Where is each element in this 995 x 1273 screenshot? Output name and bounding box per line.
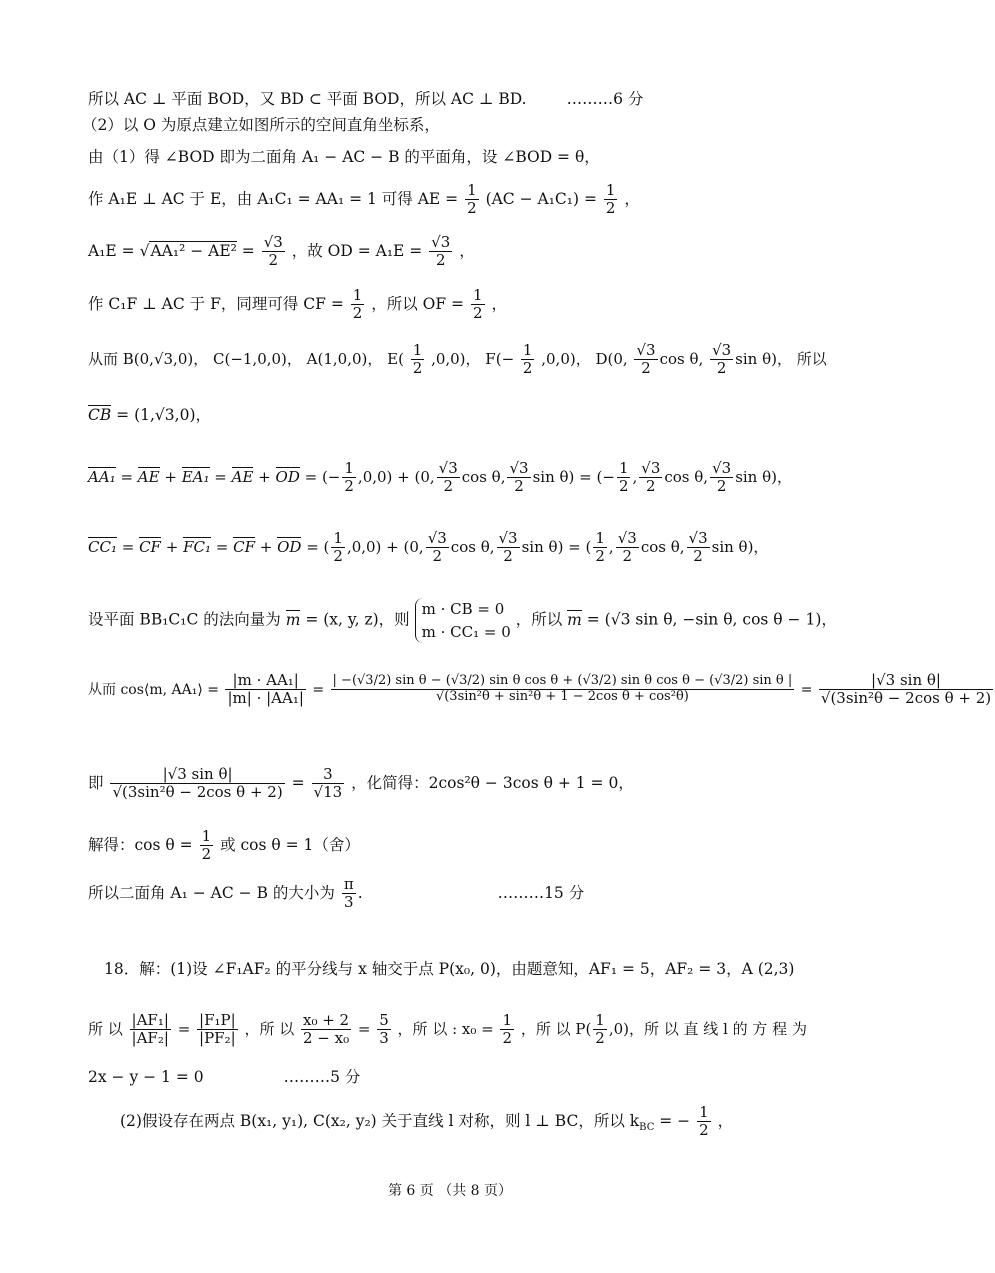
text-line-6: 作 C₁F ⊥ AC 于 F，同理可得 CF = $\frac{1}{2}$ ，所以 OF = $\frac{1}{2}$ ，: [88, 286, 507, 323]
fraction: $\frac{\text{|m · AA₁|}}{\text{|m| · |AA₁|}}$: [227, 671, 304, 708]
fraction: $\frac{√3}{2}$: [636, 341, 656, 378]
fraction: $\frac{\pi}{3}$: [343, 875, 354, 912]
fraction: $\frac{√3}{2}$: [641, 459, 661, 496]
fraction: $\frac{√3}{2}$: [509, 459, 529, 496]
fraction: $\frac{\text{x₀ + 2}}{\text{2 − x₀}}$: [302, 1011, 350, 1048]
fraction: $\frac{\text{|F₁P|}}{\text{|PF₂|}}$: [199, 1011, 236, 1048]
text-line-9: AA₁ = AE + EA₁ = AE + OD = (− $\frac{1}{2}$ ,0,0) + (0, $\frac{√3}{2}$ cos θ, $\frac{√3}{2}$ sin θ) = (− $\frac{1}{2}$ , $\frac{√3}{2}$ cos θ, $\frac{√3}{2}$ sin θ)，: [88, 459, 792, 496]
text-line-14: 解得：cos θ = $\frac{1}{2}$ 或 cos θ = 1（舍）: [88, 827, 360, 864]
fraction: $\frac{1}{2}$: [605, 181, 616, 218]
fraction: $\frac{√3}{2}$: [617, 529, 637, 566]
fraction: $\frac{√3}{2}$: [431, 233, 451, 270]
text-line-12: 从而 cos⟨m, AA₁⟩ = $\frac{\text{|m · AA₁|}}{\text{|m| · |AA₁|}}$ = | −(√3/2) sin θ − (√3/2) sin θ cos θ + (√3/2) sin θ cos θ − (√3/2) sin θ | √(3sin²θ + sin²θ + 1 − 2cos θ + cos²θ) = $\frac{\text{|√3 sin θ|}}{\text{√(3sin²θ − 2cos θ + 2)}}$: [88, 671, 992, 708]
fraction: $\frac{1}{2}$: [595, 529, 605, 566]
text-line-16: 18．解：(1)设 ∠F₁AF₂ 的平分线与 x 轴交于点 P(x₀, 0)，由题意知，AF₁ = 5，AF₂ = 3，A (2,3): [104, 960, 795, 978]
fraction: $\frac{5}{3}$: [379, 1011, 389, 1048]
page-footer: 第 6 页 （共 8 页）: [387, 1183, 513, 1199]
fraction: $\frac{√3}{2}$: [263, 233, 283, 270]
text-line-19: (2)假设存在两点 B(x₁, y₁), C(x₂, y₂) 关于直线 l 对称，则 l ⊥ BC，所以 $k_{BC}$ = − $\frac{1}{2}$ ，: [120, 1103, 734, 1140]
fraction: $\frac{1}{2}$: [344, 459, 354, 496]
fraction: $\frac{\text{|√3 sin θ|}}{\text{√(3sin²θ − 2cos θ + 2)}}$: [112, 765, 283, 802]
score-mark: ………6 分: [566, 90, 644, 108]
fraction: $\frac{1}{2}$: [595, 1011, 605, 1048]
text-line-7: 从而 B(0,√3,0)， C(−1,0,0)， A(1,0,0)， E( $\frac{1}{2}$ ,0,0)， F(− $\frac{1}{2}$ ,0,0)， D(0, $\frac{√3}{2}$ cos θ, $\frac{√3}{2}$ sin θ)， 所以: [88, 341, 827, 378]
fraction: $\frac{1}{2}$: [412, 341, 423, 378]
text-line-18: 2x − y − 1 = 0 ………5 分: [88, 1068, 361, 1086]
fraction: $\frac{1}{2}$: [201, 827, 212, 864]
text-line-1: 所以 AC ⊥ 平面 BOD，又 BD ⊂ 平面 BOD，所以 AC ⊥ BD. ………6 分: [88, 90, 644, 108]
score-mark: ………5 分: [283, 1068, 361, 1086]
fraction: $\frac{1}{2}$: [522, 341, 533, 378]
equation-system: m · CB = 0 m · CC₁ = 0: [415, 598, 511, 643]
fraction: $\frac{1}{2}$: [472, 286, 483, 323]
fraction: $\frac{√3}{2}$: [712, 459, 732, 496]
fraction: $\frac{√3}{2}$: [438, 459, 458, 496]
fraction: | −(√3/2) sin θ − (√3/2) sin θ cos θ + (√3/2) sin θ cos θ − (√3/2) sin θ | √(3sin²θ + sin²θ + 1 − 2cos θ + cos²θ): [332, 673, 793, 705]
fraction: $\frac{\text{|AF₁|}}{\text{|AF₂|}}$: [131, 1011, 169, 1048]
text-line-13: 即 $\frac{\text{|√3 sin θ|}}{\text{√(3sin²θ − 2cos θ + 2)}}$ = $\frac{3}{√13}$ ，化简得：2cos²θ − 3cos θ + 1 = 0，: [88, 765, 634, 802]
text-line-10: CC₁ = CF + FC₁ = CF + OD = ( $\frac{1}{2}$ ,0,0) + (0, $\frac{√3}{2}$ cos θ, $\frac{√3}{2}$ sin θ) = ( $\frac{1}{2}$ , $\frac{√3}{2}$ cos θ, $\frac{√3}{2}$ sin θ)，: [88, 529, 769, 566]
text-line-17: 所 以 $\frac{\text{|AF₁|}}{\text{|AF₂|}}$ = $\frac{\text{|F₁P|}}{\text{|PF₂|}}$ ，所 以 $\frac{\text{x₀ + 2}}{\text{2 − x₀}}$ = $\frac{5}{3}$ ，所 以 : x₀ = $\frac{1}{2}$ ，所 以 P( $\frac{1}{2}$ ,0)，所 以 直 线 l 的 方 程 为: [88, 1011, 807, 1048]
text-line-11: 设平面 BB₁C₁C 的法向量为 m = (x, y, z)，则 m · CB = 0 m · CC₁ = 0 ，所以 m = (√3 sin θ, −sin θ, cos θ − 1)，: [88, 598, 837, 643]
fraction: $\frac{\text{|√3 sin θ|}}{\text{√(3sin²θ − 2cos θ + 2)}}$: [820, 671, 992, 708]
text-line-8: CB = (1,√3,0)，: [88, 406, 212, 424]
text-line-4: 作 A₁E ⊥ AC 于 E，由 A₁C₁ = AA₁ = 1 可得 AE = $\frac{1}{2}$ (AC − A₁C₁) = $\frac{1}{2}$ ，: [88, 181, 640, 218]
fraction: $\frac{1}{2}$: [352, 286, 363, 323]
fraction: $\frac{1}{2}$: [467, 181, 477, 218]
fraction: $\frac{√3}{2}$: [498, 529, 518, 566]
text-line-15: 所以二面角 A₁ − AC − B 的大小为 $\frac{\pi}{3}$ . ………15 分: [88, 875, 585, 912]
score-mark: ………15 分: [497, 883, 585, 902]
fraction: $\frac{1}{2}$: [618, 459, 629, 496]
text-line-5: A₁E = √AA₁² − AE² = $\frac{√3}{2}$ ，故 OD = A₁E = $\frac{√3}{2}$ ，: [88, 233, 475, 270]
fraction: $\frac{√3}{2}$: [427, 529, 447, 566]
fraction: $\frac{1}{2}$: [699, 1103, 709, 1140]
fraction: $\frac{1}{2}$: [502, 1011, 513, 1048]
fraction: $\frac{√3}{2}$: [712, 341, 732, 378]
fraction: $\frac{1}{2}$: [333, 529, 343, 566]
fraction: $\frac{√3}{2}$: [688, 529, 708, 566]
text-line-2: （2）以 O 为原点建立如图所示的空间直角坐标系，: [82, 116, 440, 134]
text-line-3: 由（1）得 ∠BOD 即为二面角 A₁ − AC − B 的平面角，设 ∠BOD = θ，: [88, 148, 600, 166]
fraction: $\frac{3}{√13}$: [313, 765, 343, 802]
